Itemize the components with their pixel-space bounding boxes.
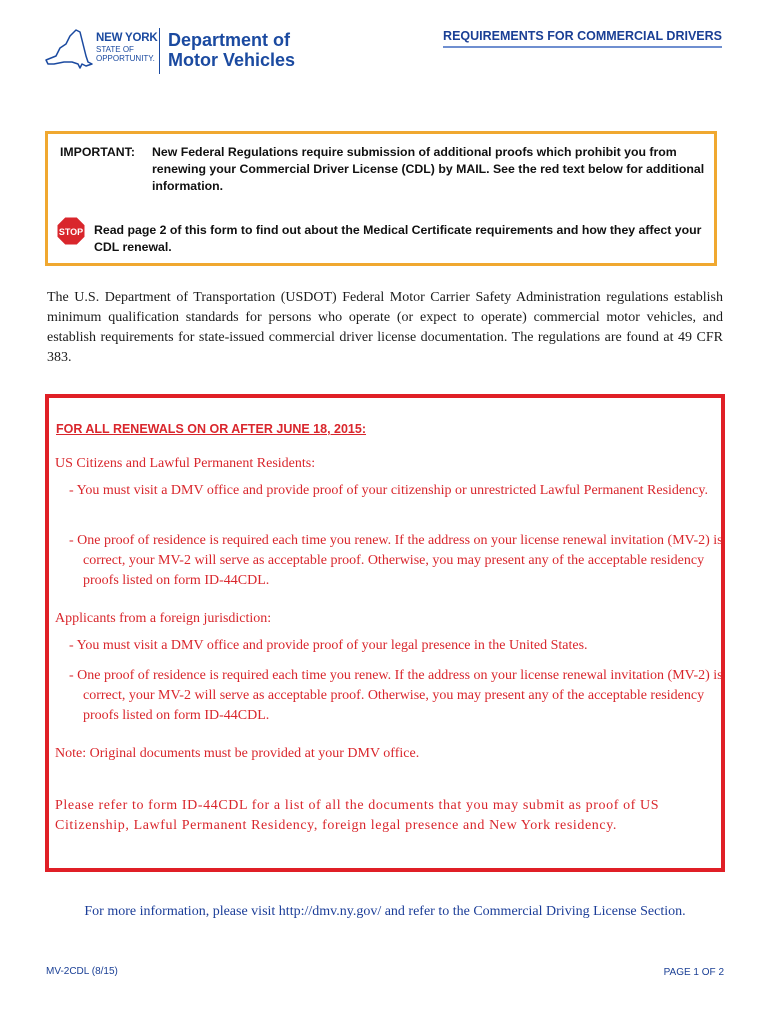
- important-notice-box: [45, 131, 717, 266]
- medical-certificate-notice: Read page 2 of this form to find out about the Medical Certificate requirements and how they affect your CDL renewal.: [94, 223, 702, 254]
- foreign-label: Applicants from a foreign jurisdiction:: [55, 611, 272, 626]
- important-label: IMPORTANT:: [60, 145, 135, 159]
- important-text: New Federal Regulations require submission of additional proofs which prohibit you from renewing your Commercial Driver License (CDL) by MAIL. See the red text below for additional information.: [152, 145, 705, 193]
- dmv-logo: [42, 22, 304, 82]
- logo-tagline: STATE OF OPPORTUNITY.: [96, 45, 155, 63]
- renewal-requirements-box: [45, 394, 725, 872]
- stop-sign-label: STOP: [58, 227, 84, 237]
- new-york-state-map-icon: [42, 26, 94, 72]
- foreign-bullet-visit: - You must visit a DMV office and provide proof of your legal presence in the United States.: [69, 638, 588, 653]
- renewals-heading: FOR ALL RENEWALS ON OR AFTER JUNE 18, 2015:: [56, 422, 367, 436]
- stop-sign-icon: [56, 216, 86, 246]
- citizens-bullet-visit: - You must visit a DMV office and provide proof of your citizenship or unrestricted Lawful Permanent Residency.: [69, 483, 708, 498]
- foreign-bullet-residence: - One proof of residence is required each time you renew. If the address on your license renewal invitation (MV-2) is correct, your MV-2 will serve as acceptable proof. Otherwise, you may present any of the acceptable residency proofs listed on form ID-44CDL.: [69, 668, 723, 723]
- refer-to-form-text: Please refer to form ID-44CDL for a list of all the documents that you may submit as proof of US Citizenship, Lawful Permanent Residency, foreign legal presence and New York residency.: [55, 798, 660, 833]
- citizens-label: US Citizens and Lawful Permanent Residents:: [55, 456, 316, 471]
- form-id: MV-2CDL (8/15): [46, 966, 118, 977]
- logo-department-name: Department of Motor Vehicles: [168, 30, 296, 70]
- logo-state-name: NEW YORK: [96, 32, 158, 44]
- citizens-bullet-residence: - One proof of residence is required each time you renew. If the address on your license renewal invitation (MV-2) is correct, your MV-2 will serve as acceptable proof. Otherwise, you may present any of the acceptable residency proofs listed on form ID-44CDL.: [69, 533, 723, 588]
- page-title: REQUIREMENTS FOR COMMERCIAL DRIVERS: [443, 29, 722, 48]
- more-information-text: For more information, please visit http://dmv.ny.gov/ and refer to the Commercial Driving License Section.: [84, 904, 686, 919]
- logo-divider: [159, 28, 160, 74]
- intro-paragraph: The U.S. Department of Transportation (USDOT) Federal Motor Carrier Safety Administration regulations establish minimum qualification standards for persons who operate (or expect to operate) commercial motor vehicles, and establish requirements for state-issued commercial driver license documentation. The regulations are found at 49 CFR 383.: [47, 290, 723, 365]
- original-documents-note: Note: Original documents must be provided at your DMV office.: [55, 746, 420, 761]
- page-number: PAGE 1 OF 2: [663, 967, 724, 978]
